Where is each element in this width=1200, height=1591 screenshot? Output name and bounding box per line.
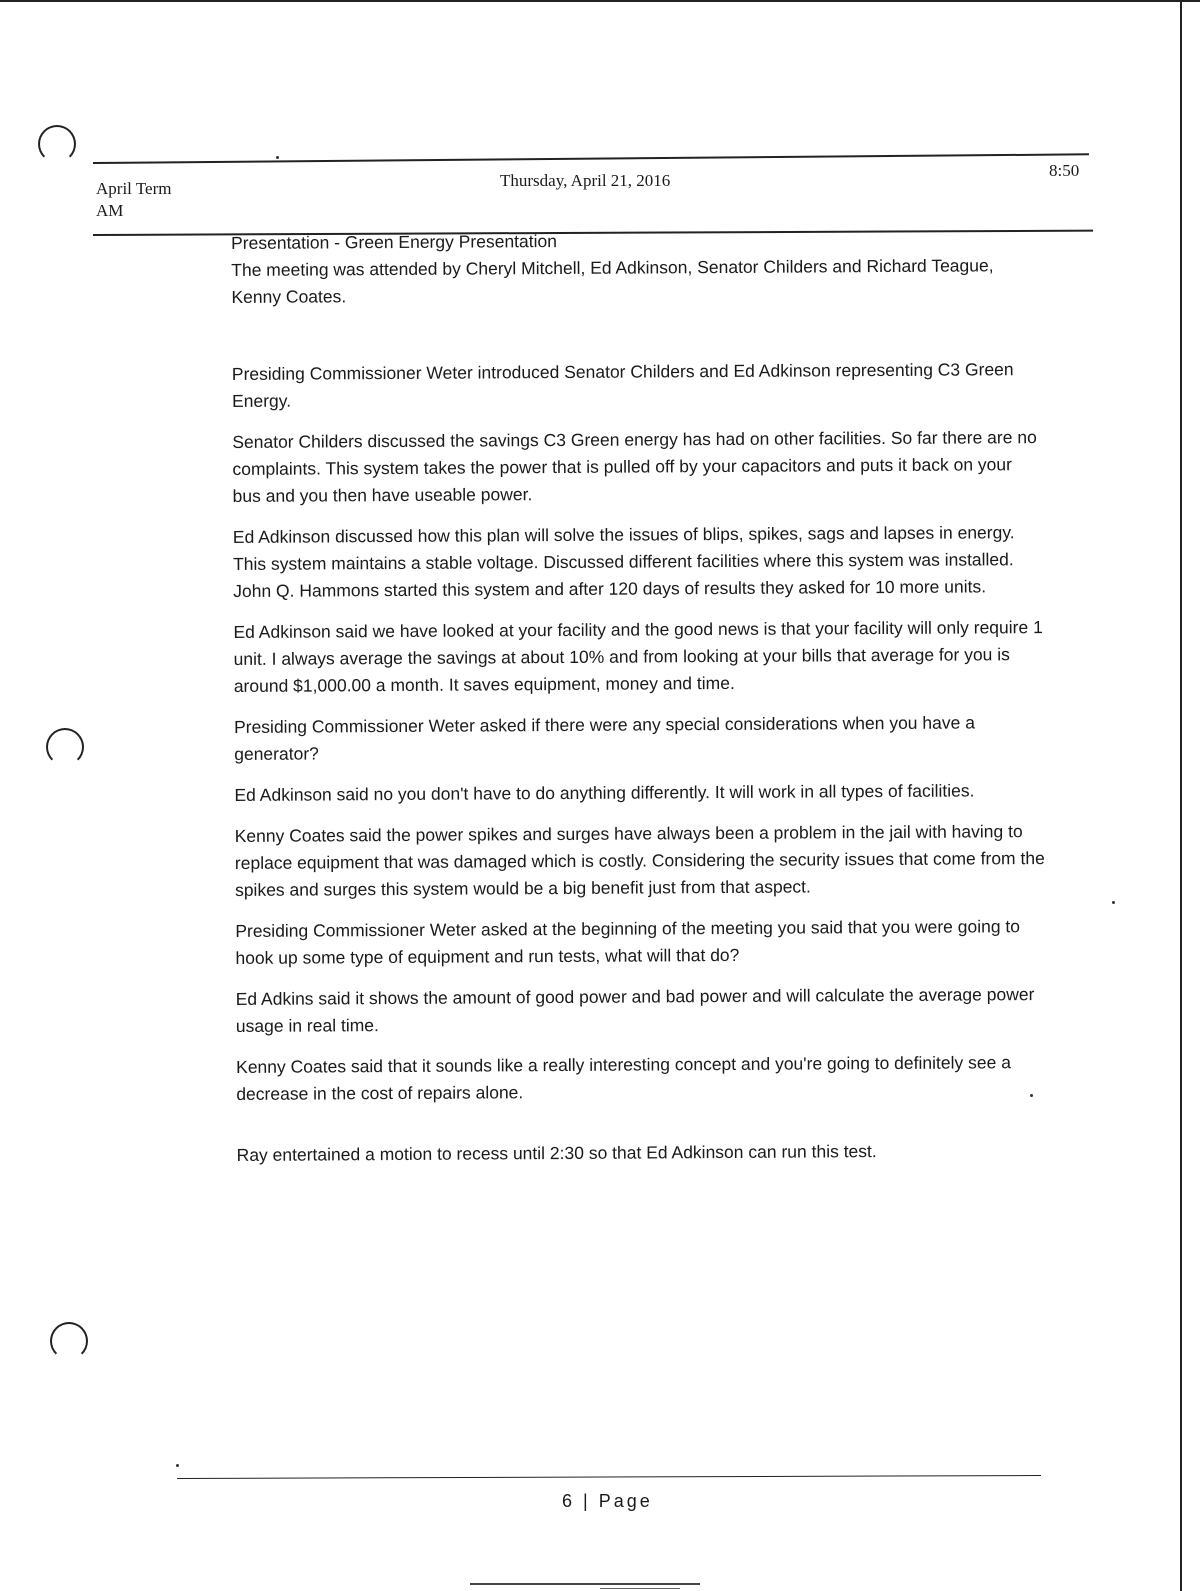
punch-hole-icon: [38, 125, 76, 163]
scan-speck: [276, 156, 279, 159]
minutes-paragraph: Senator Childers discussed the savings C3 Green energy has had on other facilities. So far there are no complaints. This system takes the power that is pulled off by your capacitors and puts it back on your bus and you then have useable power.: [232, 427, 1037, 506]
footer-rule: [177, 1475, 1041, 1479]
minutes-paragraph: Presiding Commissioner Weter introduced Senator Childers and Ed Adkinson representing C3 Green Energy.: [231, 359, 1014, 411]
minutes-paragraph: Ed Adkinson said no you don't have to do anything differently. It will work in all types of facilities.: [234, 780, 975, 805]
page-edge-bottom: [470, 1583, 700, 1585]
scan-speck: [1112, 901, 1115, 904]
session-label: AM: [96, 201, 124, 220]
scan-speck: [176, 1464, 179, 1467]
attendance-paragraph: The meeting was attended by Cheryl Mitchell, Ed Adkinson, Senator Childers and Richard Teague, Kenny Coates.: [231, 255, 994, 307]
motion-paragraph: Ray entertained a motion to recess until 2:30 so that Ed Adkinson can run this test.: [236, 1141, 877, 1165]
page-edge-bottom-mark: [600, 1588, 680, 1589]
minutes-paragraph: Kenny Coates said that it sounds like a really interesting concept and you're going to definitely see a decrease in the cost of repairs alone.: [236, 1052, 1011, 1104]
page-edge-top: [0, 0, 1200, 2]
header-rule-top: [93, 153, 1089, 164]
minutes-paragraph: Ed Adkinson said we have looked at your facility and the good news is that your facility will only require 1 unit. I always average the savings at about 10% and from looking at your bills that average for you is around $1,000.00 a month. It saves equipment, money and time.: [233, 617, 1043, 696]
header-date: Thursday, April 21, 2016: [500, 171, 671, 190]
term-label: April Term: [96, 179, 172, 198]
minutes-paragraph: Presiding Commissioner Weter asked if there were any special considerations when you have a generator?: [233, 712, 975, 764]
minutes-paragraph: Ed Adkinson discussed how this plan will solve the issues of blips, spikes, sags and lapses in energy. This system maintains a stable voltage. Discussed different facilities where this system was installed. John Q. Hammons started this system and after 120 days of results they asked for 10 more units.: [232, 522, 1015, 601]
punch-hole-icon: [50, 1322, 88, 1360]
page-edge-right: [1180, 0, 1182, 1591]
punch-hole-icon: [46, 728, 84, 766]
header-term: [96, 178, 171, 222]
header-time: 8:50: [1049, 161, 1080, 180]
minutes-paragraph: Kenny Coates said the power spikes and surges have always been a problem in the jail with having to replace equipment that was damaged which is costly. Considering the security issues that come from the spikes and surges this system would be a big benefit just from that aspect.: [234, 821, 1045, 900]
section-title: Presentation - Green Energy Presentation: [231, 231, 558, 253]
minutes-paragraph: Ed Adkins said it shows the amount of good power and bad power and will calculate the average power usage in real time.: [235, 984, 1035, 1036]
minutes-body: [231, 225, 1047, 1183]
page-number: 6 | Page: [562, 1491, 653, 1511]
minutes-paragraph: Presiding Commissioner Weter asked at the beginning of the meeting you said that you were going to hook up some type of equipment and run tests, what will that do?: [235, 916, 1021, 968]
